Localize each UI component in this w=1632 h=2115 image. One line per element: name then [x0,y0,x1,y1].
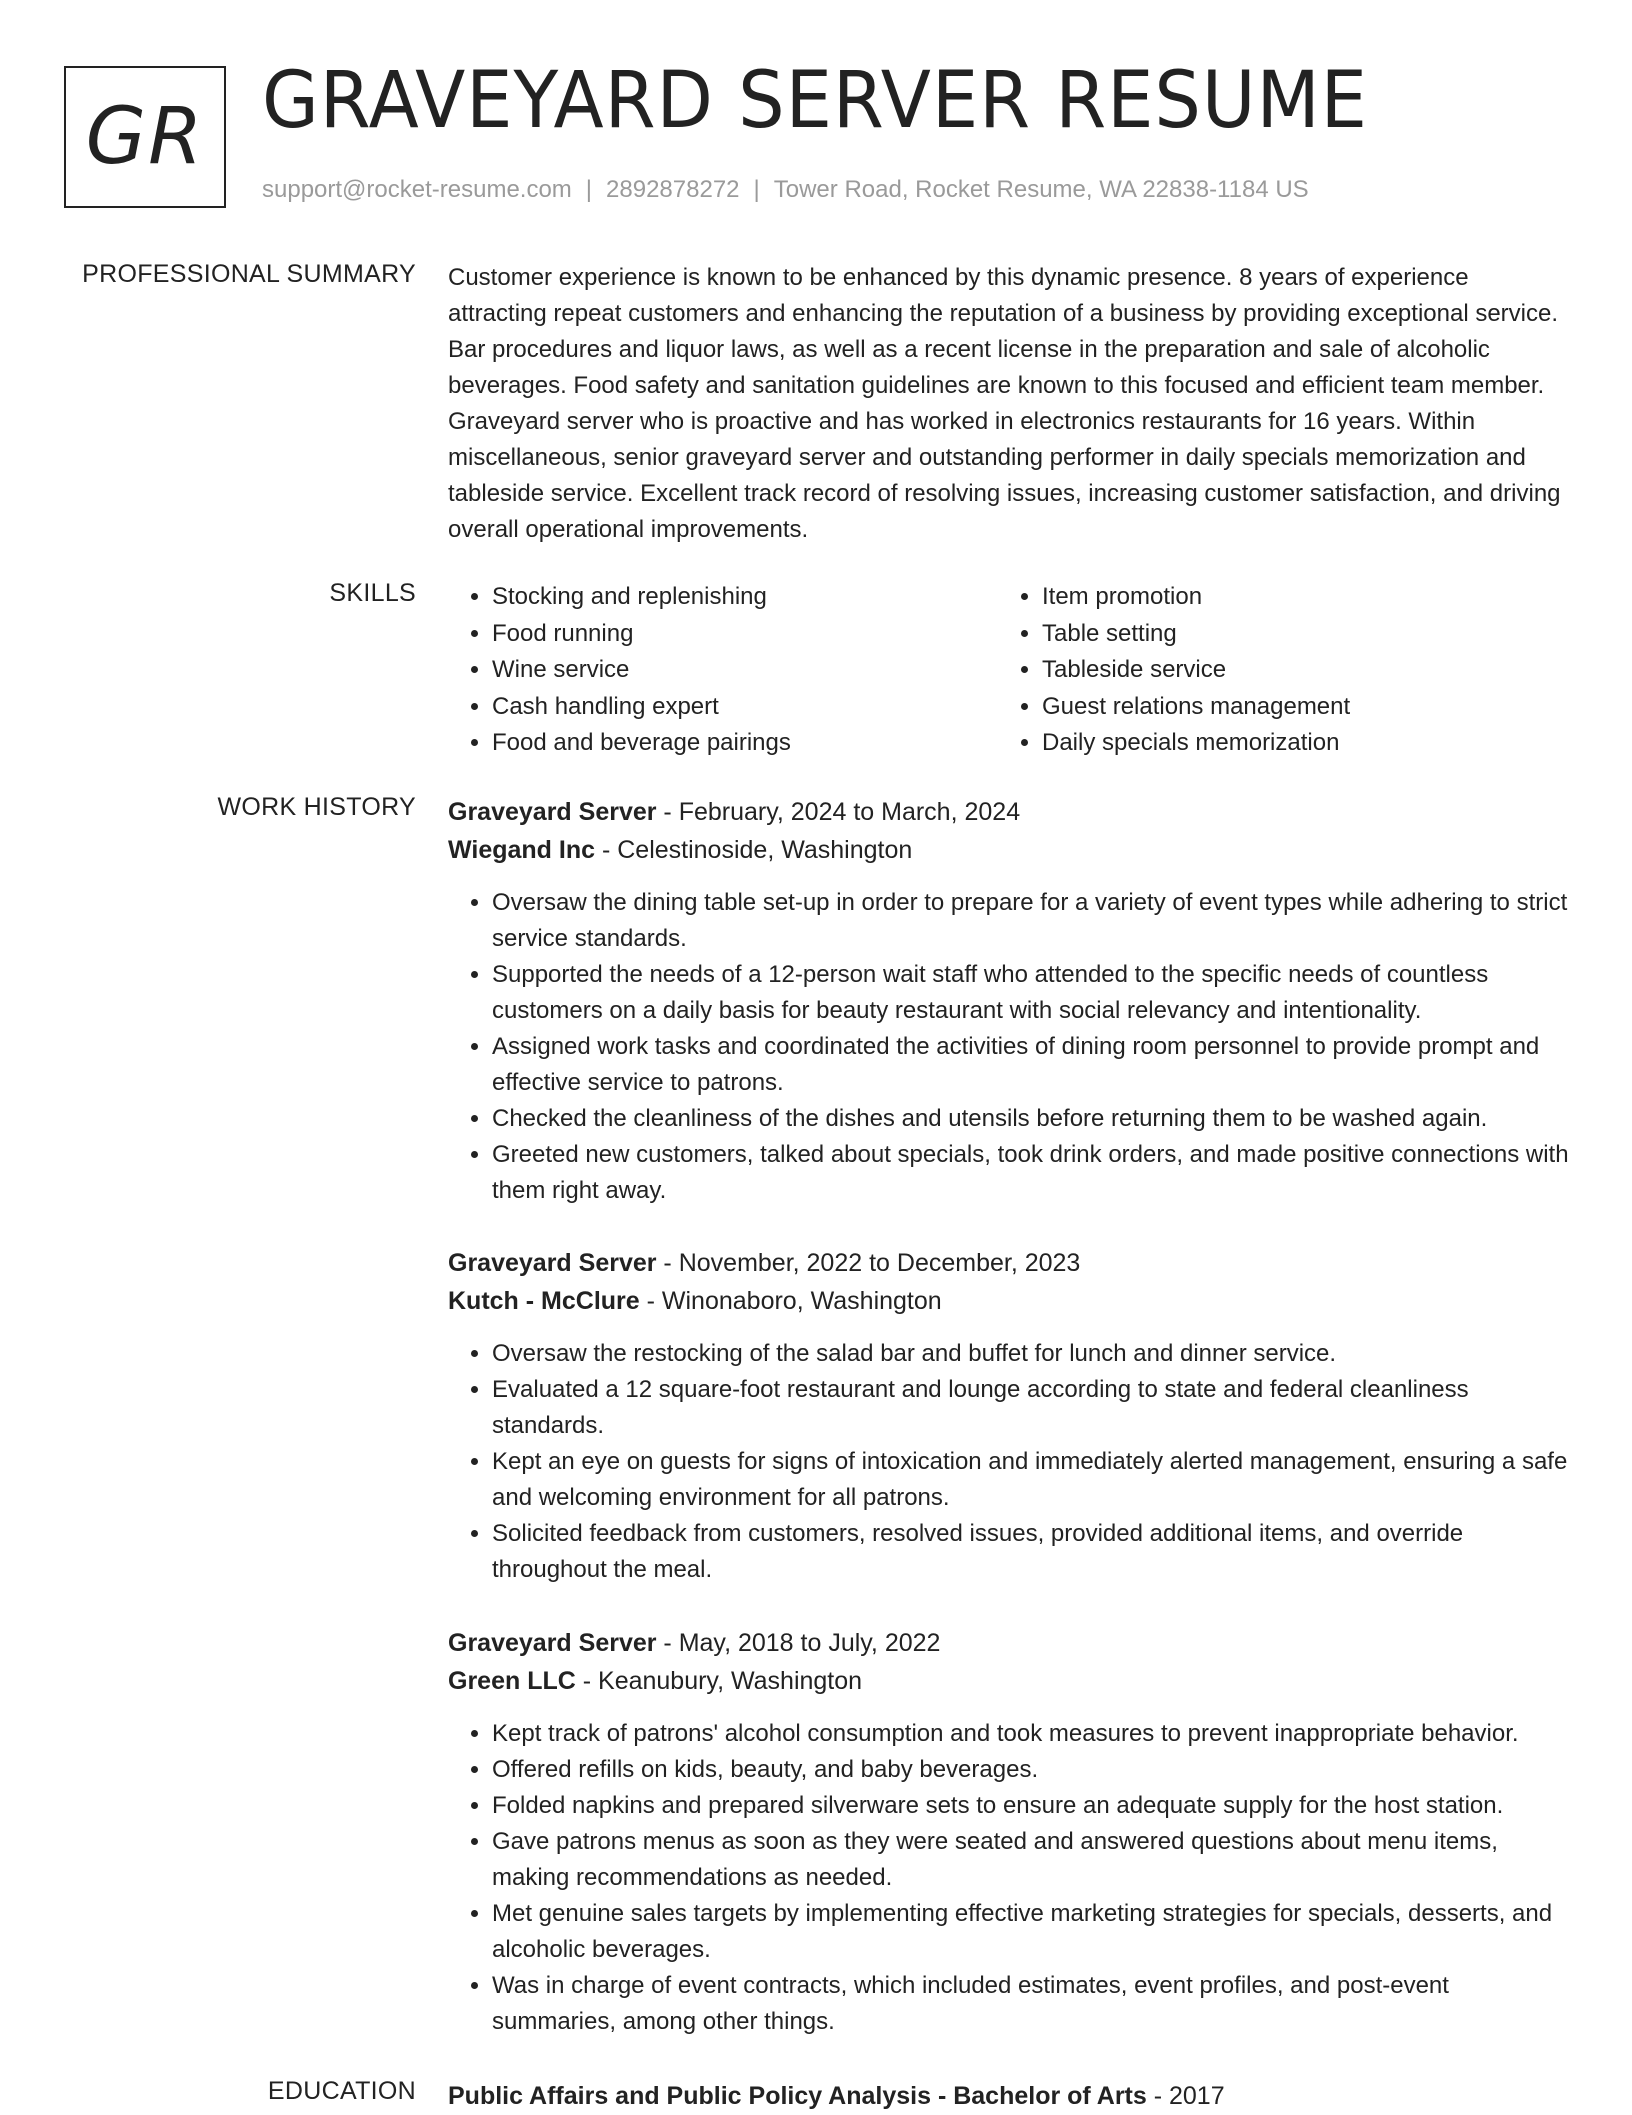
contact-separator: | [585,176,593,203]
skill-item: • Daily specials memorization [1042,725,1350,762]
job-company: Green LLC [448,1667,576,1695]
job-bullet: • Met genuine sales targets by implementing effective marketing strategies for specials, desserts, and alcoholic beverages. [492,1896,1570,1968]
education-line [448,2077,1570,2115]
job-bullet: • Supported the needs of a 12-person wait staff who attended to the specific needs of countless customers on a daily basis for beauty restaurant with social relevancy and intentionality. [492,957,1570,1029]
job-company: Wiegand Inc [448,836,596,864]
skills-column-1 [448,579,998,762]
job-title-line [448,793,1570,831]
job-company-line [448,1282,1570,1320]
contact-email[interactable]: support@rocket-resume.com [262,176,572,203]
skill-item: • Wine service [492,652,998,689]
job-location: - Winonaboro, Washington [639,1287,942,1315]
contact-separator: | [753,176,760,203]
job-entry [448,793,1570,1209]
skill-item: • Stocking and replenishing [492,579,998,616]
resume-title: GRAVEYARD SERVER RESUME [262,56,1368,146]
job-location: - Celestinoside, Washington [595,836,913,864]
skill-item: • Tableside service [1042,652,1350,689]
skills-body [448,579,1570,762]
education-body [448,2077,1570,2115]
job-title: Graveyard Server [448,1629,657,1657]
job-company-line [448,831,1570,869]
contact-address: Tower Road, Rocket Resume, WA 22838-1184 US [773,176,1309,203]
job-location: - Keanubury, Washington [575,1667,863,1695]
summary-heading: PROFESSIONAL SUMMARY [82,260,416,288]
skill-item: • Food and beverage pairings [492,725,998,762]
job-entry [448,1624,1570,2040]
education-heading: EDUCATION [267,2077,416,2105]
summary-text: Customer experience is known to be enhanced by this dynamic presence. 8 years of experience attracting repeat customers and enhancing the reputation of a business by providing exceptional service. Bar procedures and liquor laws, as well as a recent license in the preparation and sale of alcoholic beverages. Food safety and sanitation guidelines are known to this focused and efficient team member. Graveyard server who is proactive and has worked in electronics restaurants for 16 years. Within miscellaneous, senior graveyard server and outstanding performer in daily specials memorization and tableside service. Excellent track record of resolving issues, increasing customer satisfaction, and driving overall operational improvements. [448,264,1561,543]
job-bullet: • Assigned work tasks and coordinated the activities of dining room personnel to provide prompt and effective service to patrons. [492,1029,1570,1101]
job-bullet: • Checked the cleanliness of the dishes and utensils before returning them to be washed again. [492,1101,1570,1137]
job-dates: - May, 2018 to July, 2022 [656,1629,941,1657]
education-degree: Public Affairs and Public Policy Analysis - Bachelor of Arts [448,2082,1147,2110]
work-history-heading: WORK HISTORY [217,793,416,821]
skill-item: • Cash handling expert [492,689,998,726]
monogram-box [64,66,226,208]
skills-column-2 [998,579,1350,762]
job-company: Kutch - McClure [448,1287,640,1315]
job-company-line [448,1662,1570,1700]
job-title: Graveyard Server [448,1249,657,1277]
job-bullets [448,1336,1570,1588]
skill-item: • Table setting [1042,616,1350,653]
job-bullet: • Gave patrons menus as soon as they were seated and answered questions about menu items, making recommendations as needed. [492,1824,1570,1896]
skill-item: • Food running [492,616,998,653]
job-bullets [448,885,1570,1209]
job-bullet: • Solicited feedback from customers, resolved issues, provided additional items, and override throughout the meal. [492,1516,1570,1588]
job-bullet: • Kept track of patrons' alcohol consumption and took measures to prevent inappropriate behavior. [492,1716,1570,1752]
job-bullet: • Kept an eye on guests for signs of intoxication and immediately alerted management, ensuring a safe and welcoming environment for all patrons. [492,1444,1570,1516]
monogram-initials: GR [85,92,205,182]
job-dates: - February, 2024 to March, 2024 [656,798,1021,826]
summary-body [448,260,1570,548]
job-bullet: • Greeted new customers, talked about specials, took drink orders, and made positive connections with them right away. [492,1137,1570,1209]
job-entry [448,1244,1570,1588]
job-bullet: • Oversaw the restocking of the salad bar and buffet for lunch and dinner service. [492,1336,1570,1372]
contact-phone[interactable]: 2892878272 [606,176,740,203]
job-bullet: • Oversaw the dining table set-up in order to prepare for a variety of event types while adhering to strict service standards. [492,885,1570,957]
job-title-line [448,1244,1570,1282]
education-year: - 2017 [1146,2082,1225,2110]
skill-item: • Item promotion [1042,579,1350,616]
job-title-line [448,1624,1570,1662]
skills-heading: SKILLS [329,579,416,607]
job-bullet: • Was in charge of event contracts, which included estimates, event profiles, and post-event summaries, among other things. [492,1968,1570,2040]
contact-line [262,176,1309,204]
job-title: Graveyard Server [448,798,657,826]
job-bullet: • Offered refills on kids, beauty, and baby beverages. [492,1752,1570,1788]
job-bullet: • Evaluated a 12 square-foot restaurant and lounge according to state and federal cleanliness standards. [492,1372,1570,1444]
job-bullets [448,1716,1570,2040]
skill-item: • Guest relations management [1042,689,1350,726]
job-bullet: • Folded napkins and prepared silverware sets to ensure an adequate supply for the host station. [492,1788,1570,1824]
job-dates: - November, 2022 to December, 2023 [656,1249,1081,1277]
